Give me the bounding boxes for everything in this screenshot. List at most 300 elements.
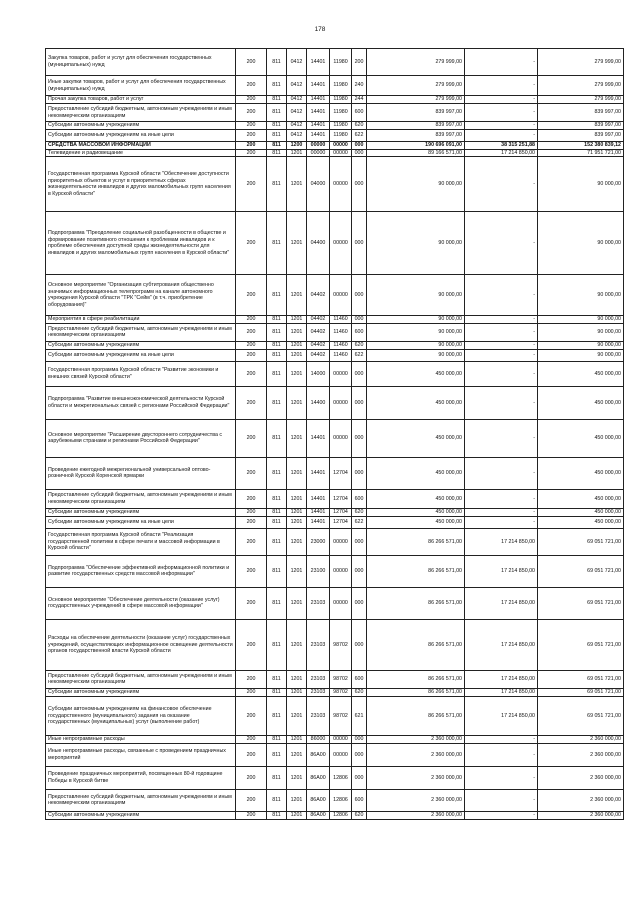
code-a: 200	[236, 789, 267, 811]
table-row	[46, 316, 624, 324]
amount-result: 450 000,00	[538, 361, 624, 386]
code-a: 200	[236, 349, 267, 361]
code-section: 1201	[287, 275, 307, 316]
code-program: 23103	[307, 670, 330, 688]
code-kind: 000	[352, 766, 367, 789]
code-direction: 00000	[330, 419, 352, 457]
amount-result: 839 997,00	[538, 104, 624, 122]
amount-total: 90 000,00	[367, 157, 465, 212]
amount-result: 839 997,00	[538, 130, 624, 142]
code-kind: 000	[352, 142, 367, 150]
amount-total: 839 997,00	[367, 130, 465, 142]
page-number: 178	[314, 26, 326, 33]
amount-change: -	[465, 157, 538, 212]
code-program: 04402	[307, 341, 330, 349]
amount-change: -	[465, 743, 538, 766]
code-program: 14401	[307, 419, 330, 457]
amount-result: 450 000,00	[538, 419, 624, 457]
code-b: 811	[267, 528, 287, 555]
code-program: 04402	[307, 275, 330, 316]
code-a: 200	[236, 122, 267, 130]
code-kind: 000	[352, 735, 367, 743]
code-direction: 12704	[330, 516, 352, 528]
code-b: 811	[267, 508, 287, 516]
code-direction: 11980	[330, 104, 352, 122]
amount-change: -	[465, 130, 538, 142]
code-kind: 244	[352, 96, 367, 104]
amount-change: -	[465, 212, 538, 275]
code-b: 811	[267, 316, 287, 324]
code-direction: 11460	[330, 323, 352, 341]
amount-result: 90 000,00	[538, 323, 624, 341]
row-name: Подпрограмма "Развитие внешнеэкономической деятельности Курской области и межрегиональных связей с регионами Российской Федерации"	[46, 386, 236, 419]
amount-total: 90 000,00	[367, 349, 465, 361]
code-kind: 000	[352, 149, 367, 157]
code-program: 23103	[307, 688, 330, 696]
amount-total: 2 360 000,00	[367, 743, 465, 766]
code-section: 1201	[287, 789, 307, 811]
table-row	[46, 688, 624, 696]
row-name: Проведение праздничных мероприятий, посвященных 80-й годовщине Победы в Курской битве	[46, 766, 236, 789]
amount-result: 152 380 839,12	[538, 142, 624, 150]
code-section: 0412	[287, 130, 307, 142]
code-program: 23000	[307, 528, 330, 555]
code-a: 200	[236, 516, 267, 528]
code-direction: 00000	[330, 735, 352, 743]
code-kind: 000	[352, 619, 367, 670]
amount-total: 86 266 571,00	[367, 528, 465, 555]
code-section: 1201	[287, 619, 307, 670]
code-direction: 98702	[330, 696, 352, 735]
amount-result: 279 999,00	[538, 49, 624, 76]
code-direction: 00000	[330, 528, 352, 555]
row-name: Расходы на обеспечение деятельности (оказание услуг) государственных учреждений, осуществляющих информационное освещение деятельности органов государственной власти Курской области	[46, 619, 236, 670]
table-row	[46, 457, 624, 489]
code-direction: 12806	[330, 789, 352, 811]
amount-change: -	[465, 735, 538, 743]
code-direction: 12806	[330, 811, 352, 819]
amount-change: -	[465, 122, 538, 130]
code-direction: 00000	[330, 212, 352, 275]
row-name: Иные непрограммные расходы	[46, 735, 236, 743]
code-program: 14401	[307, 49, 330, 76]
code-direction: 98702	[330, 670, 352, 688]
amount-change: 17 214 850,00	[465, 528, 538, 555]
table-row	[46, 555, 624, 587]
code-a: 200	[236, 316, 267, 324]
table-row	[46, 419, 624, 457]
amount-change: 17 214 850,00	[465, 670, 538, 688]
code-program: 14401	[307, 96, 330, 104]
code-a: 200	[236, 157, 267, 212]
amount-result: 90 000,00	[538, 157, 624, 212]
code-b: 811	[267, 766, 287, 789]
code-a: 200	[236, 142, 267, 150]
amount-result: 450 000,00	[538, 489, 624, 508]
amount-change: -	[465, 508, 538, 516]
amount-total: 2 360 000,00	[367, 766, 465, 789]
row-name: Иные закупки товаров, работ и услуг для обеспечения государственных (муниципальных) нужд	[46, 76, 236, 96]
code-b: 811	[267, 457, 287, 489]
table-row	[46, 587, 624, 619]
amount-change: 17 214 850,00	[465, 149, 538, 157]
table-row	[46, 811, 624, 819]
code-section: 1201	[287, 457, 307, 489]
code-direction: 98702	[330, 688, 352, 696]
code-program: 00000	[307, 142, 330, 150]
code-a: 200	[236, 696, 267, 735]
code-b: 811	[267, 386, 287, 419]
code-section: 1201	[287, 696, 307, 735]
code-direction: 00000	[330, 743, 352, 766]
table-row	[46, 516, 624, 528]
row-name: Основное мероприятие "Обеспечение деятельности (оказание услуг) государственных учреждений в сфере массовой информации"	[46, 587, 236, 619]
amount-total: 86 266 571,00	[367, 587, 465, 619]
row-name: Основное мероприятие "Организация субтитрования общественно значимых информационных телепрограмм на канале автономного учреждения Курской области "ТРК "Сейм" (в т.ч. приобретение оборудования)"	[46, 275, 236, 316]
row-name: Государственная программа Курской области "Реализация государственной политики в сфере печати и массовой информации в Курской области"	[46, 528, 236, 555]
code-a: 200	[236, 670, 267, 688]
code-direction: 11460	[330, 341, 352, 349]
amount-total: 2 360 000,00	[367, 811, 465, 819]
code-kind: 621	[352, 696, 367, 735]
table-row	[46, 528, 624, 555]
code-section: 1201	[287, 361, 307, 386]
budget-table	[45, 48, 624, 820]
code-direction: 00000	[330, 157, 352, 212]
code-kind: 000	[352, 386, 367, 419]
amount-change: -	[465, 275, 538, 316]
code-section: 1201	[287, 508, 307, 516]
row-name: Предоставление субсидий бюджетным, автономным учреждениям и иным некоммерческим организациям	[46, 104, 236, 122]
code-section: 1201	[287, 419, 307, 457]
code-b: 811	[267, 130, 287, 142]
amount-change: 17 214 850,00	[465, 587, 538, 619]
code-kind: 622	[352, 349, 367, 361]
table-row	[46, 489, 624, 508]
code-kind: 000	[352, 419, 367, 457]
amount-result: 2 360 000,00	[538, 766, 624, 789]
code-program: 86А00	[307, 811, 330, 819]
table-row	[46, 104, 624, 122]
code-section: 1201	[287, 670, 307, 688]
table-row	[46, 735, 624, 743]
code-a: 200	[236, 419, 267, 457]
code-b: 811	[267, 516, 287, 528]
row-name: Субсидии автономным учреждениям	[46, 688, 236, 696]
code-kind: 600	[352, 323, 367, 341]
code-kind: 000	[352, 587, 367, 619]
code-direction: 00000	[330, 386, 352, 419]
row-name: Предоставление субсидий бюджетным, автономным учреждениям и иным некоммерческим организациям	[46, 789, 236, 811]
code-b: 811	[267, 157, 287, 212]
amount-total: 86 266 571,00	[367, 619, 465, 670]
code-direction: 11980	[330, 76, 352, 96]
amount-total: 839 997,00	[367, 104, 465, 122]
table-row	[46, 508, 624, 516]
code-b: 811	[267, 349, 287, 361]
code-kind: 600	[352, 104, 367, 122]
row-name: Государственная программа Курской области "Обеспечение доступности приоритетных объектов и услуг в приоритетных сферах жизнедеятельности инвалидов и других маломобильных групп населения в Курской области"	[46, 157, 236, 212]
code-a: 200	[236, 104, 267, 122]
code-program: 14401	[307, 122, 330, 130]
table-row	[46, 130, 624, 142]
amount-result: 71 951 721,00	[538, 149, 624, 157]
code-kind: 200	[352, 49, 367, 76]
amount-total: 86 266 571,00	[367, 555, 465, 587]
amount-total: 450 000,00	[367, 516, 465, 528]
row-name: Субсидии автономным учреждениям на иные цели	[46, 130, 236, 142]
amount-change: -	[465, 457, 538, 489]
code-program: 04402	[307, 323, 330, 341]
code-kind: 622	[352, 130, 367, 142]
code-a: 200	[236, 587, 267, 619]
code-kind: 620	[352, 688, 367, 696]
code-a: 200	[236, 489, 267, 508]
amount-total: 190 696 091,00	[367, 142, 465, 150]
row-name: Мероприятия в сфере реабилитации	[46, 316, 236, 324]
code-program: 14400	[307, 386, 330, 419]
amount-result: 69 051 721,00	[538, 670, 624, 688]
code-a: 200	[236, 508, 267, 516]
code-direction: 11460	[330, 316, 352, 324]
amount-result: 2 360 000,00	[538, 735, 624, 743]
row-name: Подпрограмма "Обеспечение эффективной информационной политики и развитие государственных средств массовой информации"	[46, 555, 236, 587]
amount-change: -	[465, 96, 538, 104]
code-section: 1201	[287, 149, 307, 157]
table-row	[46, 76, 624, 96]
code-program: 23103	[307, 619, 330, 670]
code-kind: 000	[352, 212, 367, 275]
code-program: 04400	[307, 212, 330, 275]
code-a: 200	[236, 811, 267, 819]
code-b: 811	[267, 489, 287, 508]
amount-change: -	[465, 361, 538, 386]
code-b: 811	[267, 735, 287, 743]
amount-result: 279 999,00	[538, 96, 624, 104]
amount-total: 839 997,00	[367, 122, 465, 130]
code-section: 1201	[287, 489, 307, 508]
code-b: 811	[267, 149, 287, 157]
amount-result: 69 051 721,00	[538, 619, 624, 670]
amount-result: 69 051 721,00	[538, 587, 624, 619]
code-section: 1201	[287, 735, 307, 743]
table-row	[46, 789, 624, 811]
code-section: 0412	[287, 104, 307, 122]
code-kind: 000	[352, 528, 367, 555]
row-name: Телевидение и радиовещание	[46, 149, 236, 157]
row-name: Предоставление субсидий бюджетным, автономным учреждениям и иным некоммерческим организациям	[46, 670, 236, 688]
amount-change: 38 315 251,88	[465, 142, 538, 150]
amount-change: -	[465, 349, 538, 361]
code-section: 1201	[287, 811, 307, 819]
code-kind: 000	[352, 316, 367, 324]
code-program: 14401	[307, 489, 330, 508]
code-a: 200	[236, 766, 267, 789]
code-section: 1201	[287, 386, 307, 419]
code-a: 200	[236, 323, 267, 341]
amount-change: -	[465, 489, 538, 508]
amount-change: 17 214 850,00	[465, 619, 538, 670]
table-row	[46, 323, 624, 341]
row-name: Закупка товаров, работ и услуг для обеспечения государственных (муниципальных) нужд	[46, 49, 236, 76]
amount-result: 90 000,00	[538, 275, 624, 316]
code-kind: 000	[352, 157, 367, 212]
row-name: Подпрограмма "Преодоление социальной разобщенности в обществе и формирование позитивного отношения к проблемам инвалидов и к проблеме обеспечения доступной среды жизнедеятельности для инвалидов и других маломобильных групп населения в Курской области"	[46, 212, 236, 275]
amount-total: 450 000,00	[367, 457, 465, 489]
row-name: Иные непрограммные расходы, связанные с проведением праздничных мероприятий	[46, 743, 236, 766]
table-row	[46, 386, 624, 419]
code-direction: 11980	[330, 122, 352, 130]
table-row	[46, 49, 624, 76]
amount-result: 2 360 000,00	[538, 811, 624, 819]
code-a: 200	[236, 688, 267, 696]
code-b: 811	[267, 361, 287, 386]
amount-change: -	[465, 789, 538, 811]
table-row	[46, 766, 624, 789]
code-a: 200	[236, 743, 267, 766]
code-section: 1201	[287, 688, 307, 696]
code-section: 1201	[287, 323, 307, 341]
amount-result: 450 000,00	[538, 457, 624, 489]
code-program: 04402	[307, 349, 330, 361]
code-b: 811	[267, 811, 287, 819]
code-program: 00000	[307, 149, 330, 157]
amount-total: 279 999,00	[367, 76, 465, 96]
code-kind: 600	[352, 789, 367, 811]
code-section: 0412	[287, 76, 307, 96]
amount-total: 89 166 571,00	[367, 149, 465, 157]
row-name: СРЕДСТВА МАССОВОЙ ИНФОРМАЦИИ	[46, 142, 236, 150]
table-row	[46, 743, 624, 766]
code-section: 1201	[287, 587, 307, 619]
code-kind: 000	[352, 275, 367, 316]
amount-result: 450 000,00	[538, 386, 624, 419]
code-a: 200	[236, 528, 267, 555]
code-kind: 000	[352, 555, 367, 587]
code-direction: 12806	[330, 766, 352, 789]
amount-total: 450 000,00	[367, 361, 465, 386]
table-row	[46, 142, 624, 150]
table-row	[46, 349, 624, 361]
code-direction: 00000	[330, 555, 352, 587]
code-a: 200	[236, 619, 267, 670]
row-name: Прочая закупка товаров, работ и услуг	[46, 96, 236, 104]
code-program: 86А00	[307, 766, 330, 789]
amount-total: 86 266 571,00	[367, 670, 465, 688]
amount-change: -	[465, 766, 538, 789]
amount-change: -	[465, 419, 538, 457]
code-b: 811	[267, 789, 287, 811]
table-row	[46, 157, 624, 212]
code-kind: 000	[352, 457, 367, 489]
amount-change: -	[465, 49, 538, 76]
amount-total: 279 999,00	[367, 49, 465, 76]
amount-result: 69 051 721,00	[538, 688, 624, 696]
code-b: 811	[267, 104, 287, 122]
amount-result: 839 997,00	[538, 122, 624, 130]
code-section: 1201	[287, 349, 307, 361]
row-name: Субсидии автономным учреждениям	[46, 508, 236, 516]
row-name: Субсидии автономным учреждениям	[46, 341, 236, 349]
table-row	[46, 361, 624, 386]
code-b: 811	[267, 555, 287, 587]
code-b: 811	[267, 688, 287, 696]
code-program: 14401	[307, 104, 330, 122]
amount-change: 17 214 850,00	[465, 696, 538, 735]
table-row	[46, 341, 624, 349]
code-section: 1201	[287, 341, 307, 349]
amount-change: -	[465, 323, 538, 341]
code-b: 811	[267, 323, 287, 341]
amount-total: 2 360 000,00	[367, 735, 465, 743]
amount-change: 17 214 850,00	[465, 555, 538, 587]
code-a: 200	[236, 275, 267, 316]
code-section: 1201	[287, 766, 307, 789]
amount-change: -	[465, 104, 538, 122]
row-name: Субсидии автономным учреждениям	[46, 122, 236, 130]
amount-result: 2 360 000,00	[538, 743, 624, 766]
code-a: 200	[236, 735, 267, 743]
code-section: 0412	[287, 96, 307, 104]
code-program: 14401	[307, 516, 330, 528]
code-direction: 00000	[330, 275, 352, 316]
code-b: 811	[267, 619, 287, 670]
code-program: 23100	[307, 555, 330, 587]
code-a: 200	[236, 130, 267, 142]
code-a: 200	[236, 457, 267, 489]
table-row	[46, 122, 624, 130]
code-kind: 000	[352, 361, 367, 386]
code-a: 200	[236, 361, 267, 386]
code-direction: 00000	[330, 142, 352, 150]
code-b: 811	[267, 122, 287, 130]
code-direction: 12704	[330, 508, 352, 516]
code-a: 200	[236, 96, 267, 104]
amount-total: 90 000,00	[367, 341, 465, 349]
code-b: 811	[267, 696, 287, 735]
code-a: 200	[236, 212, 267, 275]
code-b: 811	[267, 212, 287, 275]
table-row	[46, 212, 624, 275]
code-b: 811	[267, 670, 287, 688]
code-program: 14401	[307, 457, 330, 489]
amount-total: 86 266 571,00	[367, 688, 465, 696]
code-b: 811	[267, 49, 287, 76]
amount-result: 279 999,00	[538, 76, 624, 96]
code-program: 14401	[307, 76, 330, 96]
code-b: 811	[267, 96, 287, 104]
table-row	[46, 696, 624, 735]
code-program: 86000	[307, 735, 330, 743]
amount-result: 69 051 721,00	[538, 696, 624, 735]
table-row	[46, 275, 624, 316]
code-section: 1201	[287, 743, 307, 766]
code-section: 1201	[287, 528, 307, 555]
code-b: 811	[267, 142, 287, 150]
code-b: 811	[267, 587, 287, 619]
amount-total: 90 000,00	[367, 212, 465, 275]
amount-result: 69 051 721,00	[538, 528, 624, 555]
row-name: Проведение ежегодной межрегиональной универсальной оптово-розничной Курской Коренской ярмарки	[46, 457, 236, 489]
amount-result: 450 000,00	[538, 516, 624, 528]
amount-total: 90 000,00	[367, 275, 465, 316]
code-a: 200	[236, 341, 267, 349]
amount-change: -	[465, 516, 538, 528]
row-name: Основное мероприятие "Расширение двустороннего сотрудничества с зарубежными странами и регионами Российской Федерации"	[46, 419, 236, 457]
code-kind: 620	[352, 122, 367, 130]
table-row	[46, 149, 624, 157]
code-direction: 11980	[330, 130, 352, 142]
